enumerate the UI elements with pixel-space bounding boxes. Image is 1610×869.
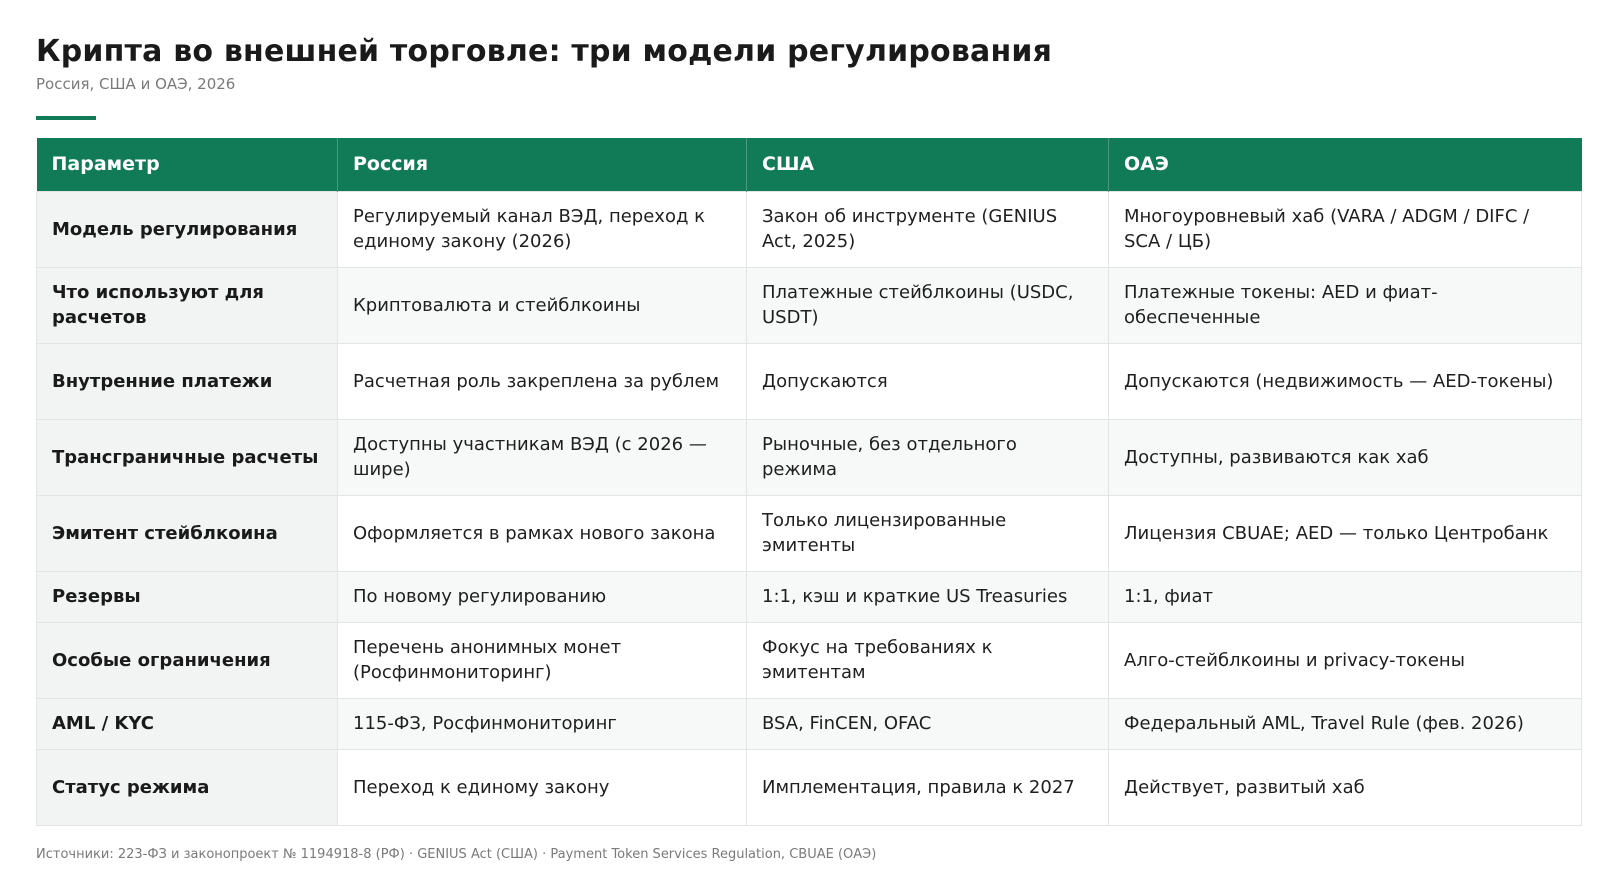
cell-russia: Переход к единому закону <box>338 749 747 825</box>
column-header-usa: США <box>747 138 1109 191</box>
cell-uae: Платежные токены: AED и фиат-обеспеченные <box>1109 267 1582 343</box>
cell-usa: Фокус на требованиях к эмитентам <box>747 622 1109 698</box>
row-parameter: Резервы <box>37 571 338 622</box>
sources-footnote: Источники: 223-ФЗ и законопроект № 1194918-8 (РФ) · GENIUS Act (США) · Payment Token Services Regulation, CBUAE (ОАЭ) <box>36 847 877 862</box>
row-parameter: Внутренние платежи <box>37 343 338 419</box>
cell-usa: Только лицензированные эмитенты <box>747 495 1109 571</box>
column-header-uae: ОАЭ <box>1109 138 1582 191</box>
table-row <box>37 622 1582 698</box>
cell-usa: 1:1, кэш и краткие US Treasuries <box>747 571 1109 622</box>
page-title: Крипта во внешней торговле: три модели регулирования <box>36 34 1053 69</box>
cell-uae: Федеральный AML, Travel Rule (фев. 2026) <box>1109 698 1582 749</box>
row-parameter: Особые ограничения <box>37 622 338 698</box>
row-parameter: Трансграничные расчеты <box>37 419 338 495</box>
table-row <box>37 419 1582 495</box>
cell-uae: Допускаются (недвижимость — AED-токены) <box>1109 343 1582 419</box>
table-header-row <box>37 138 1582 191</box>
row-parameter: Модель регулирования <box>37 191 338 267</box>
cell-usa: BSA, FinCEN, OFAC <box>747 698 1109 749</box>
cell-uae: Доступны, развиваются как хаб <box>1109 419 1582 495</box>
cell-russia: 115-ФЗ, Росфинмониторинг <box>338 698 747 749</box>
table-row <box>37 495 1582 571</box>
table-row <box>37 571 1582 622</box>
title-accent-divider <box>36 116 96 120</box>
cell-russia: Оформляется в рамках нового закона <box>338 495 747 571</box>
cell-uae: Алго-стейблкоины и privacy-токены <box>1109 622 1582 698</box>
cell-uae: Лицензия CBUAE; AED — только Центробанк <box>1109 495 1582 571</box>
cell-usa: Допускаются <box>747 343 1109 419</box>
table-row <box>37 191 1582 267</box>
row-parameter: Статус режима <box>37 749 338 825</box>
row-parameter: Что используют для расчетов <box>37 267 338 343</box>
comparison-table <box>36 138 1582 826</box>
column-header-parameter: Параметр <box>37 138 338 191</box>
cell-uae: Многоуровневый хаб (VARA / ADGM / DIFC / SCA / ЦБ) <box>1109 191 1582 267</box>
cell-russia: Регулируемый канал ВЭД, переход к единому закону (2026) <box>338 191 747 267</box>
cell-russia: Расчетная роль закреплена за рублем <box>338 343 747 419</box>
cell-uae: Действует, развитый хаб <box>1109 749 1582 825</box>
cell-uae: 1:1, фиат <box>1109 571 1582 622</box>
page-subtitle: Россия, США и ОАЭ, 2026 <box>36 75 236 93</box>
cell-usa: Платежные стейблкоины (USDC, USDT) <box>747 267 1109 343</box>
row-parameter: AML / KYC <box>37 698 338 749</box>
table-row <box>37 267 1582 343</box>
cell-russia: Доступны участникам ВЭД (с 2026 — шире) <box>338 419 747 495</box>
column-header-russia: Россия <box>338 138 747 191</box>
cell-russia: Перечень анонимных монет (Росфинмониторинг) <box>338 622 747 698</box>
table-row <box>37 749 1582 825</box>
cell-usa: Имплементация, правила к 2027 <box>747 749 1109 825</box>
row-parameter: Эмитент стейблкоина <box>37 495 338 571</box>
cell-usa: Рыночные, без отдельного режима <box>747 419 1109 495</box>
table-row <box>37 698 1582 749</box>
table-row <box>37 343 1582 419</box>
cell-usa: Закон об инструменте (GENIUS Act, 2025) <box>747 191 1109 267</box>
cell-russia: Криптовалюта и стейблкоины <box>338 267 747 343</box>
cell-russia: По новому регулированию <box>338 571 747 622</box>
